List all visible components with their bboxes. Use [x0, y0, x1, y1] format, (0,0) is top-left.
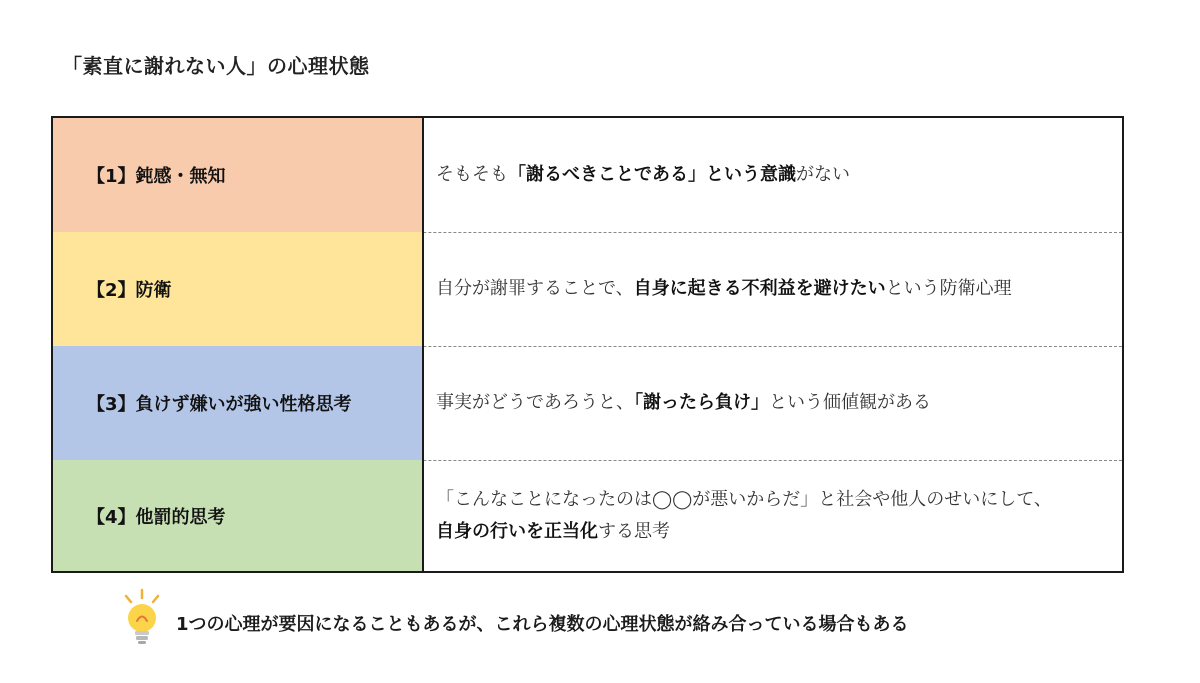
table-row	[53, 460, 1122, 571]
row-label: 【4】他罰的思考	[53, 460, 424, 571]
table-row	[53, 232, 1122, 346]
footnote	[120, 588, 909, 648]
row-description: 「こんなことになったのは◯◯が悪いからだ」と社会や他人のせいにして、 自身の行いを正当化する思考	[436, 488, 1052, 542]
row-label: 【3】負けず嫌いが強い性格思考	[53, 346, 424, 460]
footnote-text: 1つの心理が要因になることもあるが、これら複数の心理状態が絡み合っている場合もある	[176, 614, 909, 635]
row-description: 自分が謝罪することで、自身に起きる不利益を避けたいという防衛心理	[436, 278, 1012, 299]
row-description: そもそも「謝るべきことである」という意識がない	[436, 164, 850, 185]
row-description: 事実がどうであろうと、「謝ったら負け」という価値観がある	[436, 392, 931, 413]
page-title: 「素直に謝れない人」の心理状態	[62, 54, 370, 78]
psychology-table	[51, 116, 1124, 573]
row-label: 【1】鈍感・無知	[53, 118, 424, 232]
lightbulb-icon	[120, 588, 164, 648]
table-row	[53, 118, 1122, 232]
row-label: 【2】防衛	[53, 232, 424, 346]
table-row	[53, 346, 1122, 460]
